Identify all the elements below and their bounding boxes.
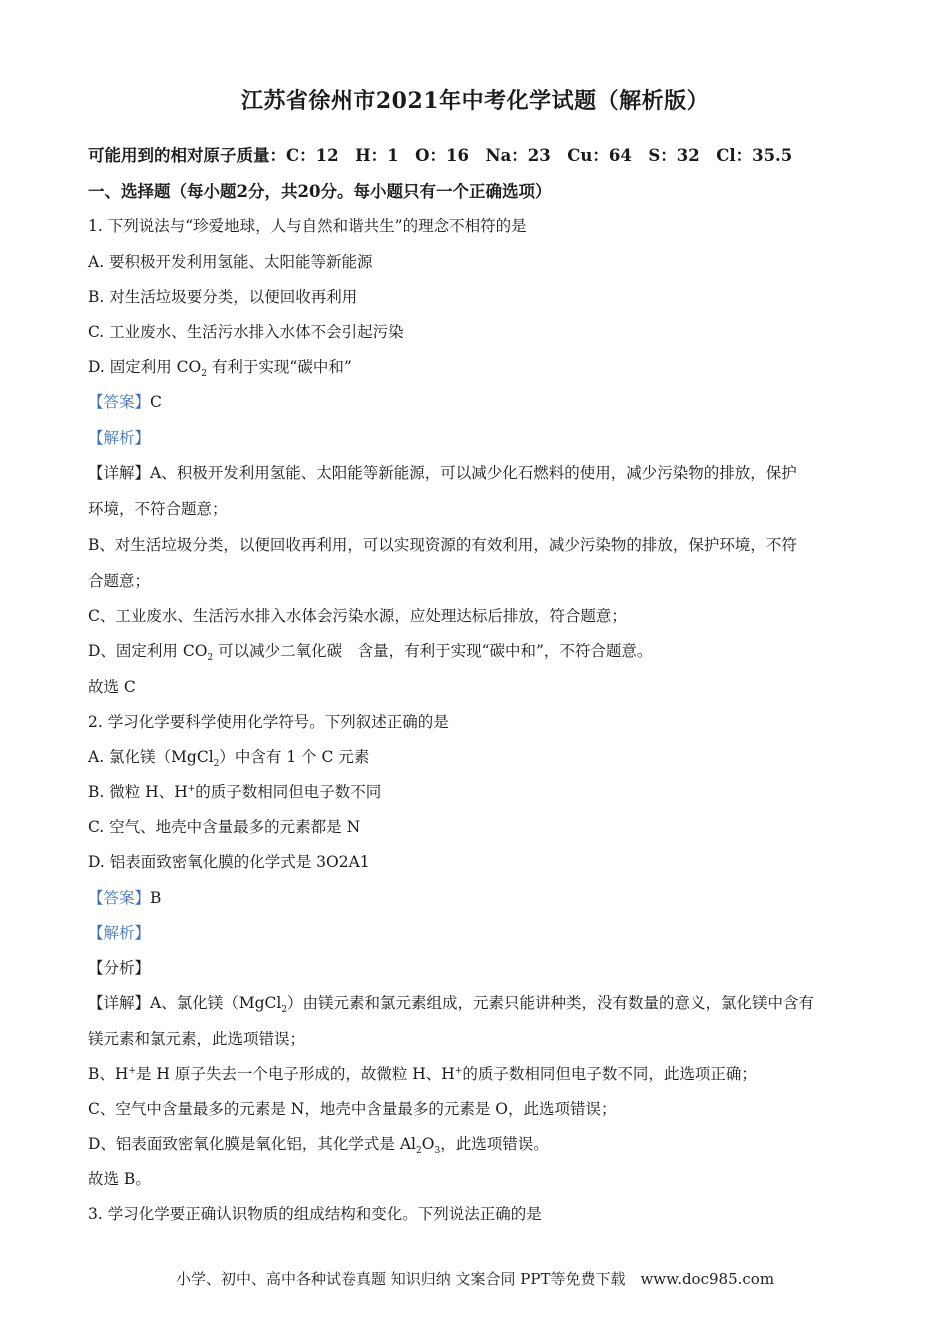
question-2-fenxi-tag: 【分析】 — [88, 959, 151, 977]
page-title: 江苏省徐州市2021年中考化学试题（解析版） — [240, 88, 710, 114]
question-3-stem: 3. 学习化学要正确认识物质的组成结构和变化。下列说法正确的是 — [88, 1205, 542, 1223]
question-2-conclusion: 故选 B。 — [88, 1170, 151, 1188]
question-1-detail-6: D、固定利用 $CO_2$ 可以减少二氧化碳 含量，有利于实现“碳中和”，不符合题意。 — [88, 642, 653, 664]
question-2-option-d: D. 铝表面致密氧化膜的化学式是 3O2A1 — [88, 853, 370, 871]
atomic-mass-line: 可能用到的相对原子质量：C：12 H：1 O：16 Na：23 Cu：64 S：32 Cl：35.5 — [88, 146, 793, 165]
question-1-detail-2: 环境，不符合题意； — [88, 500, 228, 518]
question-1-option-b: B. 对生活垃圾要分类，以便回收再利用 — [88, 288, 358, 306]
question-2-detail-5: D、铝表面致密氧化膜是氧化铝，其化学式是 $Al_2O_3$，此选项错误。 — [88, 1135, 549, 1157]
question-2-option-c: C. 空气、地壳中含量最多的元素都是 N — [88, 818, 361, 836]
answer-tag: 【答案】 — [88, 889, 151, 907]
question-1-detail-4: 合题意； — [88, 572, 151, 590]
question-1-detail-5: C、工业废水、生活污水排入水体会污染水源，应处理达标后排放，符合题意； — [88, 607, 627, 625]
question-2-analysis-tag: 【解析】 — [88, 924, 151, 942]
question-2-detail-1: 【详解】A、氯化镁（MgCl$_2$）由镁元素和氯元素组成，元素只能讲种类，没有数量的意义，氯化镁中含有 — [88, 994, 815, 1016]
section-heading: 一、选择题（每小题2分，共20分。每小题只有一个正确选项） — [88, 182, 552, 201]
question-2-detail-2: 镁元素和氯元素，此选项错误； — [88, 1030, 306, 1048]
question-2-option-a: A. 氯化镁（MgCl$_2$）中含有 1 个 C 元素 — [88, 748, 370, 770]
answer-tag: 【答案】 — [88, 393, 151, 411]
question-2-detail-3: B、H+是 H 原子失去一个电子形成的，故微粒 H、H+的质子数相同但电子数不同，此选项正确； — [88, 1065, 757, 1083]
question-1-analysis-tag: 【解析】 — [88, 429, 151, 447]
question-1-answer: 【答案】C — [88, 393, 162, 411]
question-1-detail-3: B、对生活垃圾分类，以便回收再利用，可以实现资源的有效利用，减少污染物的排放，保护环境，不符 — [88, 536, 797, 554]
question-2-option-b: B. 微粒 H、H+的质子数相同但电子数不同 — [88, 783, 382, 801]
question-1-detail-1: 【详解】A、积极开发利用氢能、太阳能等新能源，可以减少化石燃料的使用，减少污染物的排放，保护 — [88, 464, 797, 482]
page-footer: 小学、初中、高中各种试卷真题 知识归纳 文案合同 PPT等免费下载 www.doc985.com — [175, 1270, 775, 1288]
question-2-stem: 2. 学习化学要科学使用化学符号。下列叙述正确的是 — [88, 713, 449, 731]
question-1-option-d: D. 固定利用 $CO_2$ 有利于实现“碳中和” — [88, 358, 352, 380]
question-2-answer: 【答案】B — [88, 889, 162, 907]
question-1-conclusion: 故选 C — [88, 678, 136, 696]
question-2-detail-4: C、空气中含量最多的元素是 N，地壳中含量最多的元素是 O，此选项错误； — [88, 1100, 617, 1118]
question-1-option-a: A. 要积极开发利用氢能、太阳能等新能源 — [88, 253, 373, 271]
question-1-stem: 1. 下列说法与“珍爱地球，人与自然和谐共生”的理念不相符的是 — [88, 217, 527, 235]
question-1-option-c: C. 工业废水、生活污水排入水体不会引起污染 — [88, 323, 404, 341]
